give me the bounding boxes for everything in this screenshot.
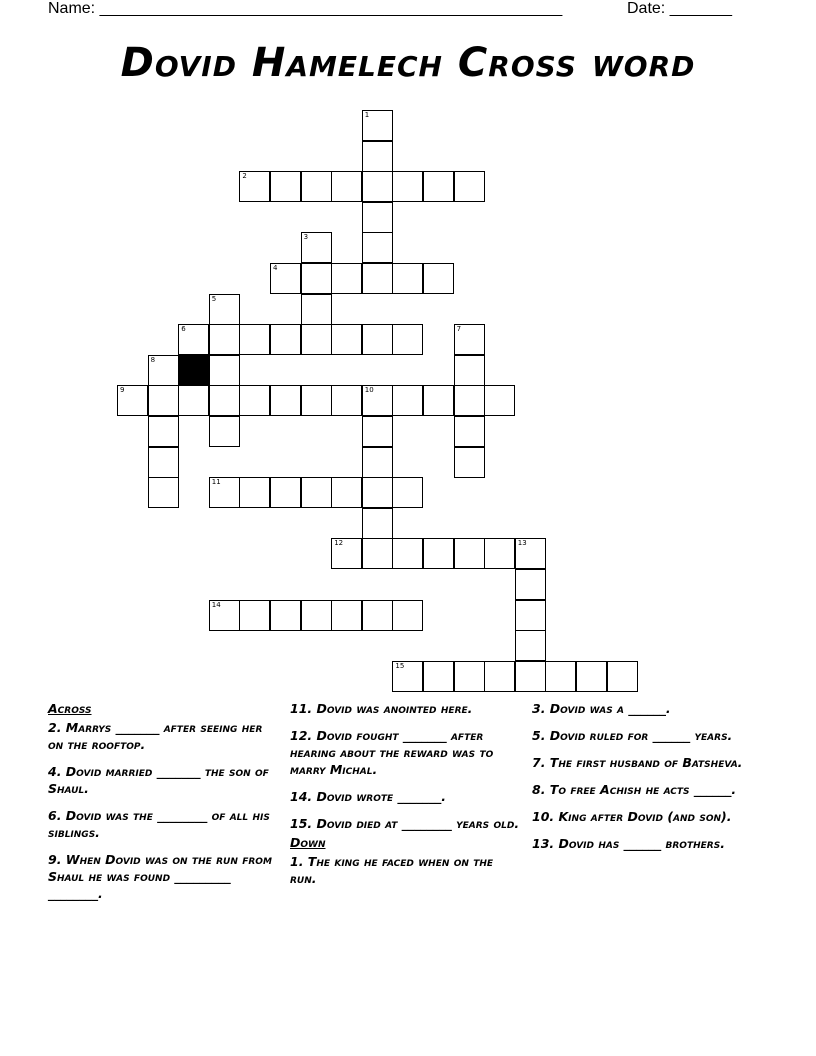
grid-cell[interactable] — [178, 324, 209, 355]
grid-cell[interactable] — [301, 171, 332, 202]
grid-cell[interactable] — [454, 538, 485, 569]
grid-cell[interactable] — [423, 385, 454, 416]
grid-cell[interactable] — [515, 538, 546, 569]
grid-cell[interactable] — [301, 263, 332, 294]
grid-cell[interactable] — [301, 324, 332, 355]
grid-cell[interactable] — [270, 477, 301, 508]
black-square — [178, 355, 209, 386]
grid-cell[interactable] — [545, 661, 576, 692]
grid-cell[interactable] — [392, 477, 423, 508]
grid-cell[interactable] — [454, 355, 485, 386]
grid-cell[interactable] — [270, 263, 301, 294]
clue-text: 8. To free Achish he acts ______. — [532, 782, 737, 797]
grid-cell[interactable] — [423, 263, 454, 294]
clue-number: 11 — [211, 478, 221, 487]
grid-cell[interactable] — [576, 661, 607, 692]
grid-cell[interactable] — [392, 263, 423, 294]
grid-cell[interactable] — [423, 538, 454, 569]
across-heading: Across — [48, 701, 92, 716]
grid-cell[interactable] — [362, 508, 393, 539]
grid-cell[interactable] — [362, 477, 393, 508]
grid-cell[interactable] — [209, 477, 240, 508]
clue-number: 10 — [364, 386, 374, 395]
clue-number: 12 — [334, 539, 344, 548]
grid-cell[interactable] — [362, 202, 393, 233]
grid-cell[interactable] — [484, 538, 515, 569]
grid-cell[interactable] — [484, 385, 515, 416]
clue-text: 6. Dovid was the ________ of all his siblings. — [48, 808, 270, 840]
grid-cell[interactable] — [209, 385, 240, 416]
grid-cell[interactable] — [270, 600, 301, 631]
grid-cell[interactable] — [362, 538, 393, 569]
across-clues-column — [48, 700, 280, 912]
grid-cell[interactable] — [454, 324, 485, 355]
grid-cell[interactable] — [392, 600, 423, 631]
grid-cell[interactable] — [607, 661, 638, 692]
grid-cell[interactable] — [301, 385, 332, 416]
grid-cell[interactable] — [209, 416, 240, 447]
clue-text: 15. Dovid died at ________ years old. — [290, 816, 520, 831]
clue-text: 5. Dovid ruled for ______ years. — [532, 728, 733, 743]
grid-cell[interactable] — [454, 416, 485, 447]
grid-cell[interactable] — [239, 600, 270, 631]
down-heading: Down — [290, 835, 326, 850]
clue-text: 10. King after Dovid (and son). — [532, 809, 732, 824]
grid-cell[interactable] — [301, 294, 332, 325]
down-clues-column — [532, 700, 762, 862]
clue-text: 4. Dovid married _______ the son of Shaul. — [48, 764, 269, 796]
grid-cell[interactable] — [301, 600, 332, 631]
grid-cell[interactable] — [331, 385, 362, 416]
grid-cell[interactable] — [239, 324, 270, 355]
grid-cell[interactable] — [331, 324, 362, 355]
grid-cell[interactable] — [362, 600, 393, 631]
grid-cell[interactable] — [392, 385, 423, 416]
grid-cell[interactable] — [515, 569, 546, 600]
grid-cell[interactable] — [209, 600, 240, 631]
clue-text: 3. Dovid was a ______. — [532, 701, 671, 716]
grid-cell[interactable] — [362, 232, 393, 263]
clue-number: 6 — [181, 325, 186, 334]
grid-cell[interactable] — [117, 385, 148, 416]
grid-cell[interactable] — [148, 355, 179, 386]
grid-cell[interactable] — [270, 171, 301, 202]
name-field-label: Name: ____________________________________________________ — [48, 0, 563, 17]
grid-cell[interactable] — [209, 294, 240, 325]
clue-text: 12. Dovid fought _______ after hearing about the reward was to marry Michal. — [290, 728, 494, 777]
grid-cell[interactable] — [301, 477, 332, 508]
grid-cell[interactable] — [331, 263, 362, 294]
grid-cell[interactable] — [148, 385, 179, 416]
clue-number: 1 — [364, 111, 370, 119]
clue-number: 4 — [273, 264, 278, 272]
grid-cell[interactable] — [515, 600, 546, 631]
clue-text: 9. When Dovid was on the run from Shaul he was found _________ ________. — [48, 852, 272, 901]
grid-cell[interactable] — [362, 385, 393, 416]
grid-cell[interactable] — [331, 600, 362, 631]
grid-cell[interactable] — [392, 324, 423, 355]
clue-number: 14 — [211, 600, 221, 609]
grid-cell[interactable] — [239, 385, 270, 416]
clue-number: 7 — [456, 325, 462, 334]
grid-cell[interactable] — [392, 538, 423, 569]
grid-cell[interactable] — [270, 324, 301, 355]
grid-cell[interactable] — [423, 661, 454, 692]
grid-cell[interactable] — [331, 171, 362, 202]
clue-text: 14. Dovid wrote _______. — [290, 789, 446, 804]
grid-cell[interactable] — [209, 355, 240, 386]
clue-number: 5 — [211, 294, 217, 303]
grid-cell[interactable] — [331, 538, 362, 569]
clue-text: 11. Dovid was anointed here. — [290, 701, 473, 716]
grid-cell[interactable] — [454, 171, 485, 202]
grid-cell[interactable] — [362, 171, 393, 202]
grid-cell[interactable] — [362, 141, 393, 172]
grid-cell[interactable] — [392, 171, 423, 202]
grid-cell[interactable] — [484, 661, 515, 692]
date-field-label: Date: _______ — [627, 0, 732, 17]
clue-text: 13. Dovid has ______ brothers. — [532, 836, 725, 851]
grid-cell[interactable] — [362, 263, 393, 294]
grid-cell[interactable] — [392, 661, 423, 692]
grid-cell[interactable] — [454, 385, 485, 416]
clue-text: 7. The first husband of Batsheva. — [532, 755, 743, 770]
clue-number: 3 — [303, 233, 309, 242]
grid-cell[interactable] — [239, 171, 270, 202]
clue-number: 2 — [242, 172, 247, 181]
mixed-clues-column — [290, 700, 520, 897]
clue-text: 2. Marrys _______ after seeing her on the rooftop. — [48, 720, 263, 752]
grid-cell[interactable] — [270, 385, 301, 416]
grid-cell[interactable] — [331, 477, 362, 508]
clue-text: 1. The king he faced when on the run. — [290, 854, 494, 886]
grid-cell[interactable] — [239, 477, 270, 508]
grid-cell[interactable] — [148, 447, 179, 478]
clue-number: 8 — [150, 355, 156, 364]
clue-number: 9 — [120, 386, 125, 395]
clue-number: 13 — [517, 539, 527, 548]
grid-cell[interactable] — [209, 324, 240, 355]
grid-cell[interactable] — [301, 232, 332, 263]
grid-cell[interactable] — [454, 661, 485, 692]
grid-cell[interactable] — [362, 447, 393, 478]
grid-cell[interactable] — [423, 171, 454, 202]
grid-cell[interactable] — [148, 477, 179, 508]
clue-number: 15 — [395, 661, 405, 670]
grid-cell[interactable] — [148, 416, 179, 447]
grid-cell[interactable] — [515, 661, 546, 692]
grid-cell[interactable] — [515, 630, 546, 661]
grid-cell[interactable] — [454, 447, 485, 478]
grid-cell[interactable] — [362, 416, 393, 447]
grid-cell[interactable] — [178, 385, 209, 416]
grid-cell[interactable] — [362, 324, 393, 355]
page-title: Dovid Hamelech Cross word — [120, 40, 696, 86]
grid-cell[interactable] — [362, 110, 393, 141]
